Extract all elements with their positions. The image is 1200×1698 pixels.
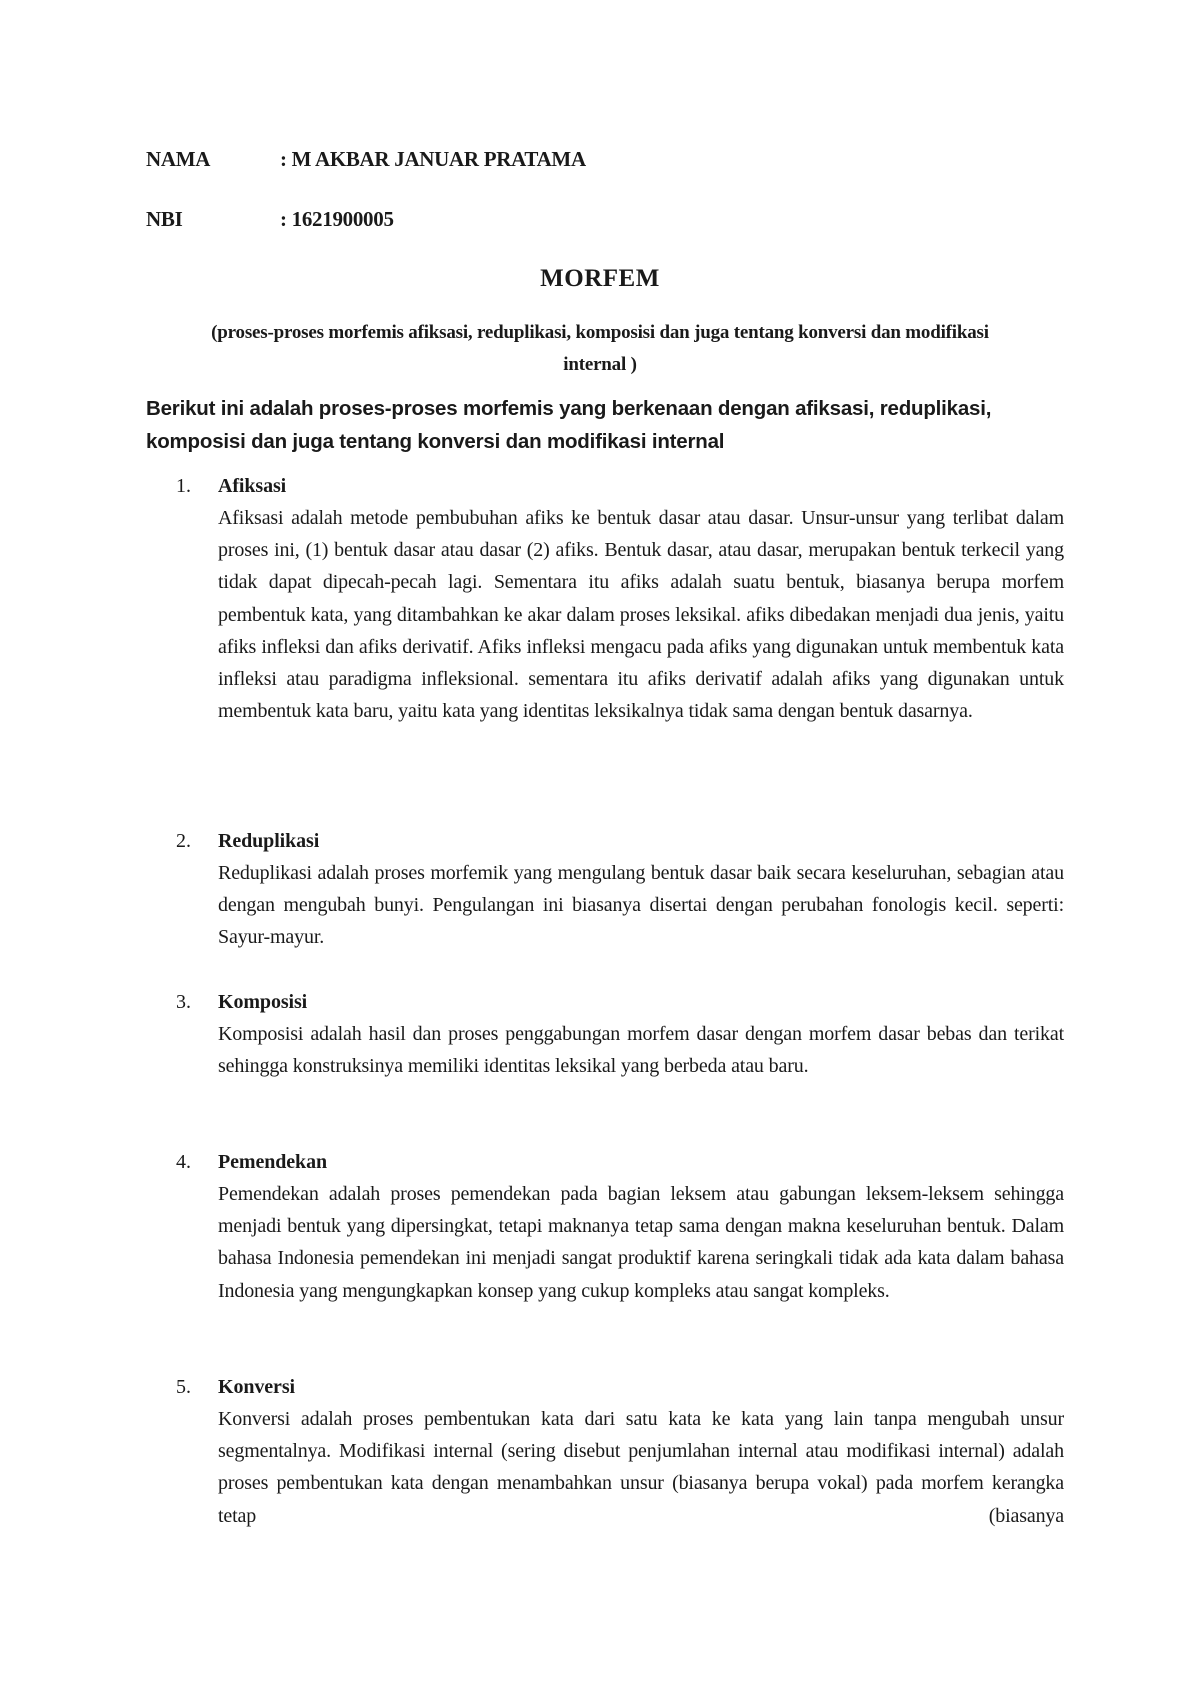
nbi-label: NBI [146, 207, 183, 231]
list-item-text: Reduplikasi adalah proses morfemik yang mengulang bentuk dasar baik secara keseluruhan, sebagian atau dengan mengubah bunyi. Pengulangan ini biasanya disertai dengan perubahan fonologis kecil. seperti: Sayur-mayur. [218, 862, 1064, 949]
intro-paragraph: Berikut ini adalah proses-proses morfemis yang berkenaan dengan afiksasi, reduplikasi, komposisi dan juga tentang konversi dan modifikasi internal [146, 397, 992, 453]
list-item-heading: Pemendekan [218, 1151, 328, 1173]
nbi-value: : 1621900005 [280, 207, 394, 231]
list-item-text: Pemendekan adalah proses pemendekan pada bagian leksem atau gabungan leksem-leksem sehingga menjadi bentuk yang dipersingkat, tetapi maknanya tetap sama dengan makna keseluruhan bentuk. Dalam bahasa Indonesia pemendekan ini menjadi sangat produktif karena seringkali tidak ada kata dalam bahasa Indonesia yang mengungkapkan konsep yang cukup kompleks atau sangat kompleks. [218, 1183, 1064, 1302]
list-item-text: Afiksasi adalah metode pembubuhan afiks ke bentuk dasar atau dasar. Unsur-unsur yang terlibat dalam proses ini, (1) bentuk dasar atau dasar (2) afiks. Bentuk dasar, atau dasar, merupakan bentuk terkecil yang tidak dapat dipecah-pecah lagi. Sementara itu afiks adalah suatu bentuk, biasanya berupa morfem pembentuk kata, yang ditambahkan ke akar dalam proses leksikal. afiks dibedakan menjadi dua jenis, yaitu afiks infleksi dan afiks derivatif. Afiks infleksi mengacu pada afiks yang digunakan untuk membentuk kata infleksi atau paradigma infleksional. sementara itu afiks derivatif adalah afiks yang digunakan untuk membentuk kata baru, yaitu kata yang identitas leksikalnya tidak sama dengan bentuk dasarnya. [218, 507, 1064, 723]
list-item-body [218, 825, 1064, 954]
list-item-text: Komposisi adalah hasil dan proses penggabungan morfem dasar dengan morfem dasar bebas dan terikat sehingga konstruksinya memiliki identitas leksikal yang berbeda atau baru. [218, 1023, 1064, 1078]
list-item-heading: Konversi [218, 1376, 295, 1398]
list-item-heading: Komposisi [218, 991, 308, 1013]
document-subtitle: (proses-proses morfemis afiksasi, reduplikasi, komposisi dan juga tentang konversi dan modifikasi internal ) [211, 322, 989, 375]
list-item-body [218, 1146, 1064, 1307]
list-item-text: Konversi adalah proses pembentukan kata dari satu kata ke kata yang lain tanpa mengubah unsur segmentalnya. Modifikasi internal (sering disebut penjumlahan internal atau modifikasi internal) adalah proses pembentukan kata dengan menambahkan unsur (biasanya berupa vokal) pada morfem kerangka tetap (biasanya [218, 1408, 1064, 1527]
name-label: NAMA [146, 147, 211, 171]
list-item-number: 5. [176, 1376, 191, 1398]
document-title: MORFEM [540, 265, 660, 292]
list-item-number: 4. [176, 1151, 191, 1173]
list-item-body [218, 1371, 1064, 1532]
list-item-number: 2. [176, 830, 191, 852]
list-item-number: 1. [176, 475, 191, 497]
list-item-heading: Reduplikasi [218, 830, 320, 852]
name-value: : M AKBAR JANUAR PRATAMA [280, 147, 586, 171]
list-item-heading: Afiksasi [218, 475, 287, 497]
list-item-body [218, 470, 1064, 727]
list-item-number: 3. [176, 991, 191, 1013]
list-item-body [218, 986, 1064, 1082]
